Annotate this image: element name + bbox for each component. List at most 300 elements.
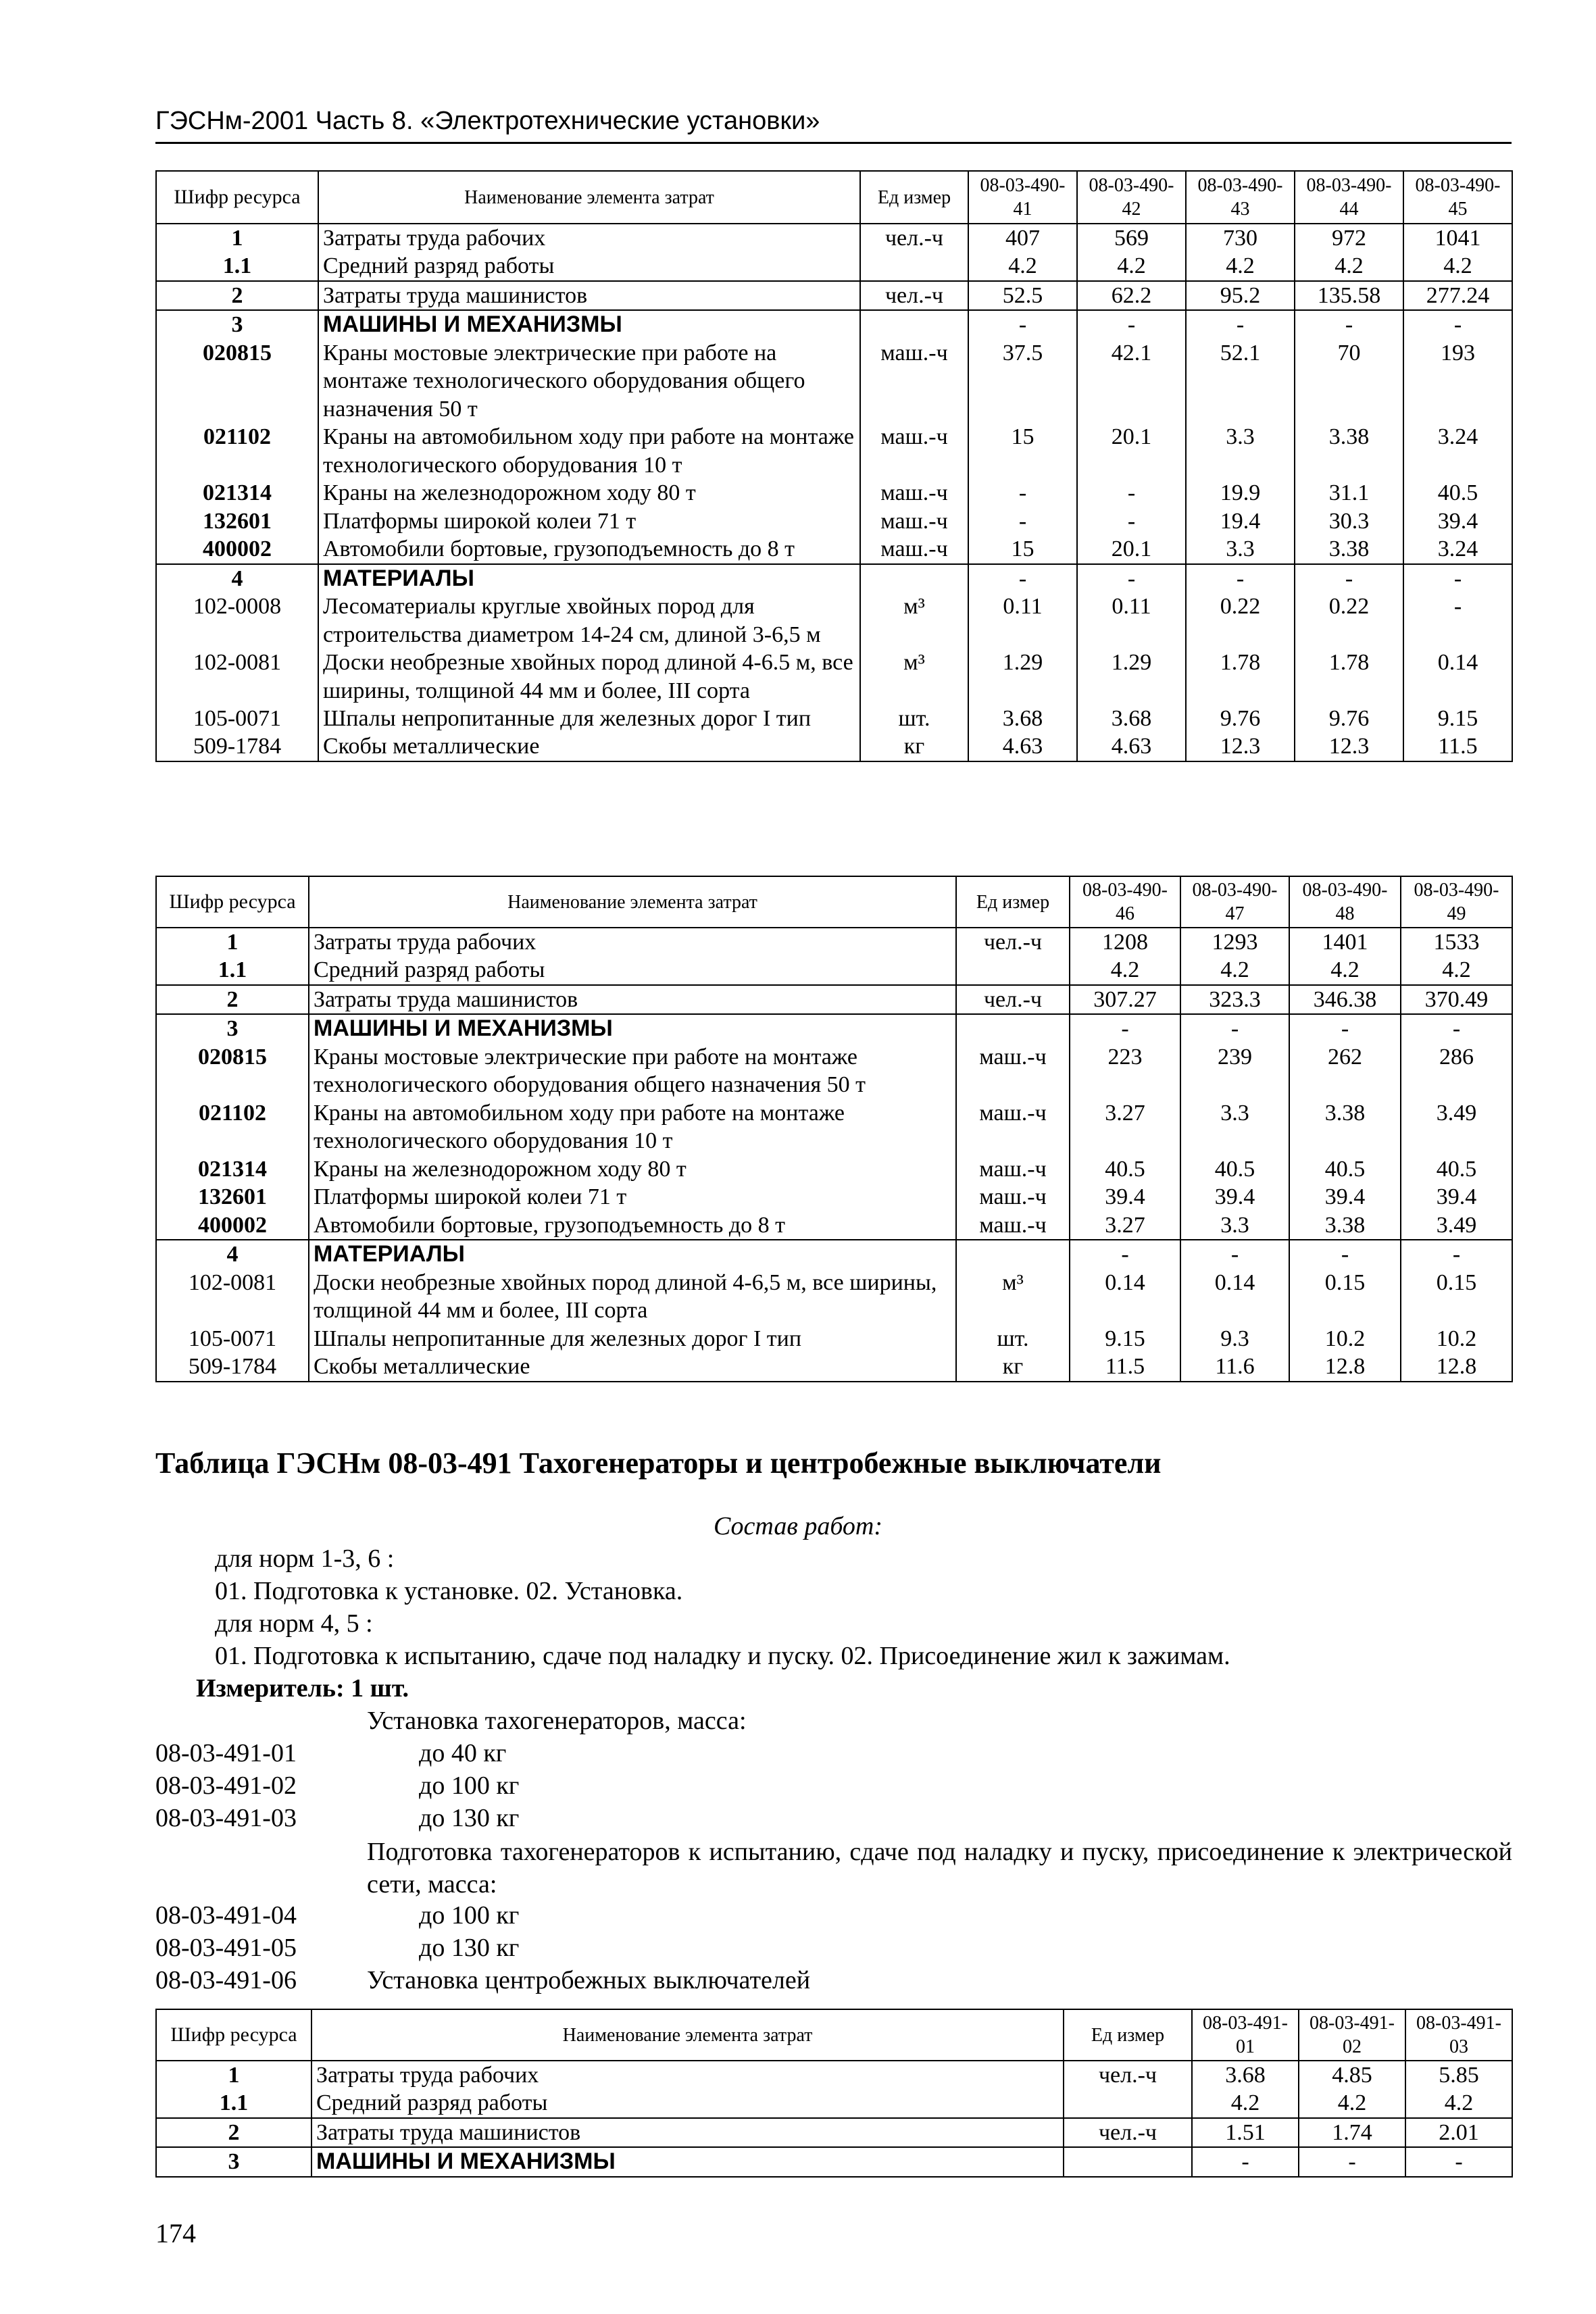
resource-value: 10.2 xyxy=(1289,1325,1401,1353)
resource-value: 4.2 xyxy=(1070,956,1180,984)
resource-value: 12.3 xyxy=(1186,732,1295,761)
resource-row xyxy=(156,1325,1512,1353)
section-title: Таблица ГЭСНм 08-03-491 Тахогенераторы и центробежные выключатели xyxy=(155,1447,1162,1480)
resource-name: Средний разряд работы xyxy=(311,2089,1064,2117)
resource-value: 407 xyxy=(968,224,1077,252)
col-header-norm: 08-03-490-44 xyxy=(1295,171,1403,224)
resource-unit: маш.-ч xyxy=(860,423,968,479)
resource-value: 3.27 xyxy=(1070,1099,1180,1155)
resource-value: 12.8 xyxy=(1401,1353,1512,1381)
resource-row xyxy=(156,423,1512,479)
resource-name: Краны на железнодорожном ходу 80 т xyxy=(318,479,860,507)
resource-value: 39.4 xyxy=(1289,1183,1401,1211)
resource-value: - xyxy=(1077,564,1186,593)
running-header: ГЭСНм-2001 Часть 8. «Электротехнические установки» xyxy=(155,107,820,135)
norm-desc: до 100 кг xyxy=(419,1901,520,1930)
resource-code: 1 xyxy=(156,224,318,252)
resource-unit: кг xyxy=(956,1353,1070,1381)
resource-value: 11.5 xyxy=(1070,1353,1180,1381)
resource-value: 0.11 xyxy=(1077,593,1186,649)
resource-name: Затраты труда машинистов xyxy=(309,985,956,1014)
resource-value: - xyxy=(968,479,1077,507)
resource-value: 5.85 xyxy=(1405,2061,1512,2089)
resource-name: МАТЕРИАЛЫ xyxy=(309,1240,956,1268)
resource-unit: маш.-ч xyxy=(956,1183,1070,1211)
resource-value: 346.38 xyxy=(1289,985,1401,1014)
resource-value: - xyxy=(1077,507,1186,535)
resource-value: 4.2 xyxy=(1289,956,1401,984)
resource-value: 19.9 xyxy=(1186,479,1295,507)
resource-value: 4.63 xyxy=(1077,732,1186,761)
resource-code: 2 xyxy=(156,281,318,310)
col-header-norm: 08-03-490-46 xyxy=(1070,876,1180,928)
resource-value: 0.15 xyxy=(1289,1269,1401,1325)
resource-value: 1.78 xyxy=(1295,649,1403,705)
resource-value: 3.68 xyxy=(968,705,1077,732)
resource-value: 0.11 xyxy=(968,593,1077,649)
resource-value: 3.38 xyxy=(1295,535,1403,563)
resource-value: 31.1 xyxy=(1295,479,1403,507)
resource-value: 1.78 xyxy=(1186,649,1295,705)
resource-unit xyxy=(860,310,968,338)
resource-name: МАШИНЫ И МЕХАНИЗМЫ xyxy=(311,2147,1064,2176)
col-header-name: Наименование элемента затрат xyxy=(309,876,956,928)
resource-name: Скобы металлические xyxy=(318,732,860,761)
works-2: 01. Подготовка к испытанию, сдаче под наладку и пуску. 02. Присоединение жил к зажимам. xyxy=(215,1642,1230,1670)
resource-row xyxy=(156,956,1512,984)
resource-value: 1293 xyxy=(1180,928,1289,956)
resource-value: 9.15 xyxy=(1070,1325,1180,1353)
resource-value: 0.14 xyxy=(1070,1269,1180,1325)
resource-value: 39.4 xyxy=(1401,1183,1512,1211)
resource-value: 15 xyxy=(968,423,1077,479)
resource-unit: кг xyxy=(860,732,968,761)
resource-name: Средний разряд работы xyxy=(318,252,860,280)
resource-code: 4 xyxy=(156,1240,309,1268)
resource-code: 1 xyxy=(156,928,309,956)
resource-code: 2 xyxy=(156,985,309,1014)
resource-value: 4.2 xyxy=(1299,2089,1405,2117)
resource-table-491-01-03 xyxy=(155,2009,1513,2178)
resource-value: 40.5 xyxy=(1401,1155,1512,1183)
resource-value: 1.74 xyxy=(1299,2118,1405,2147)
resource-value: 223 xyxy=(1070,1043,1180,1099)
resource-value: 3.24 xyxy=(1403,423,1512,479)
resource-value: 0.15 xyxy=(1401,1269,1512,1325)
resource-value: 19.4 xyxy=(1186,507,1295,535)
col-header-name: Наименование элемента затрат xyxy=(311,2009,1064,2061)
resource-row xyxy=(156,281,1512,310)
resource-value: 12.3 xyxy=(1295,732,1403,761)
resource-value: - xyxy=(1192,2147,1299,2176)
composition-title: Состав работ: xyxy=(713,1512,883,1540)
col-header-norm: 08-03-491-03 xyxy=(1405,2009,1512,2061)
resource-value: 277.24 xyxy=(1403,281,1512,310)
resource-value: 62.2 xyxy=(1077,281,1186,310)
resource-code: 105-0071 xyxy=(156,1325,309,1353)
resource-name: Краны на автомобильном ходу при работе на монтаже технологического оборудования 10 т xyxy=(309,1099,956,1155)
resource-unit: м³ xyxy=(860,593,968,649)
resource-row xyxy=(156,1353,1512,1381)
resource-value: 40.5 xyxy=(1070,1155,1180,1183)
resource-value: - xyxy=(1070,1014,1180,1042)
resource-value: 1.29 xyxy=(1077,649,1186,705)
resource-unit: чел.-ч xyxy=(860,281,968,310)
col-header-norm: 08-03-490-49 xyxy=(1401,876,1512,928)
resource-name: Автомобили бортовые, грузоподъемность до 8 т xyxy=(318,535,860,563)
resource-code: 2 xyxy=(156,2118,311,2147)
meter-line xyxy=(196,1674,409,1703)
col-header-code: Шифр ресурса xyxy=(156,2009,311,2061)
col-header-unit: Ед измер xyxy=(956,876,1070,928)
resource-unit: маш.-ч xyxy=(956,1099,1070,1155)
resource-code: 3 xyxy=(156,310,318,338)
resource-unit xyxy=(1064,2147,1192,2176)
resource-name: МАШИНЫ И МЕХАНИЗМЫ xyxy=(318,310,860,338)
resource-row xyxy=(156,2147,1512,2176)
resource-value: 2.01 xyxy=(1405,2118,1512,2147)
col-header-code: Шифр ресурса xyxy=(156,171,318,224)
col-header-norm: 08-03-490-48 xyxy=(1289,876,1401,928)
resource-unit: чел.-ч xyxy=(860,224,968,252)
resource-row xyxy=(156,479,1512,507)
resource-value: - xyxy=(1186,564,1295,593)
resource-table-490-41-45 xyxy=(155,170,1513,762)
resource-unit: шт. xyxy=(860,705,968,732)
resource-name: Краны на железнодорожном ходу 80 т xyxy=(309,1155,956,1183)
resource-unit: маш.-ч xyxy=(956,1155,1070,1183)
resource-value: 15 xyxy=(968,535,1077,563)
norms-group-1-label: для норм 1-3, 6 : xyxy=(215,1544,395,1573)
resource-unit: маш.-ч xyxy=(860,507,968,535)
resource-value: - xyxy=(968,564,1077,593)
resource-value: 4.63 xyxy=(968,732,1077,761)
resource-code: 021102 xyxy=(156,1099,309,1155)
col-header-norm: 08-03-490-41 xyxy=(968,171,1077,224)
resource-value: 4.2 xyxy=(1192,2089,1299,2117)
resource-name: Средний разряд работы xyxy=(309,956,956,984)
resource-value: - xyxy=(1403,564,1512,593)
resource-row xyxy=(156,985,1512,1014)
resource-row xyxy=(156,1240,1512,1268)
resource-name: Доски необрезные хвойных пород длиной 4-6,5 м, все ширины, толщиной 44 мм и более, III сорта xyxy=(309,1269,956,1325)
resource-value: 3.27 xyxy=(1070,1211,1180,1240)
resource-code: 021314 xyxy=(156,479,318,507)
resource-unit: шт. xyxy=(956,1325,1070,1353)
resource-row xyxy=(156,593,1512,649)
resource-value: - xyxy=(1070,1240,1180,1268)
resource-code: 4 xyxy=(156,564,318,593)
resource-value: 52.5 xyxy=(968,281,1077,310)
resource-code: 509-1784 xyxy=(156,732,318,761)
resource-code: 102-0008 xyxy=(156,593,318,649)
resource-row xyxy=(156,732,1512,761)
resource-value: - xyxy=(1401,1240,1512,1268)
resource-value: 193 xyxy=(1403,339,1512,423)
resource-row xyxy=(156,252,1512,280)
resource-code: 3 xyxy=(156,2147,311,2176)
resource-value: - xyxy=(1401,1014,1512,1042)
resource-name: Затраты труда рабочих xyxy=(318,224,860,252)
resource-value: 0.22 xyxy=(1295,593,1403,649)
resource-value: 3.3 xyxy=(1180,1099,1289,1155)
resource-value: - xyxy=(1299,2147,1405,2176)
resource-value: 1.51 xyxy=(1192,2118,1299,2147)
resource-value: 39.4 xyxy=(1180,1183,1289,1211)
resource-value: 135.58 xyxy=(1295,281,1403,310)
resource-value: 262 xyxy=(1289,1043,1401,1099)
resource-value: 3.68 xyxy=(1077,705,1186,732)
resource-value: 9.76 xyxy=(1186,705,1295,732)
resource-value: - xyxy=(1077,310,1186,338)
resource-value: - xyxy=(1180,1014,1289,1042)
resource-row xyxy=(156,705,1512,732)
norm-code: 08-03-491-06 xyxy=(155,1966,297,1994)
resource-name: Затраты труда машинистов xyxy=(318,281,860,310)
resource-unit: маш.-ч xyxy=(860,479,968,507)
resource-value: 11.6 xyxy=(1180,1353,1289,1381)
resource-name: Затраты труда рабочих xyxy=(311,2061,1064,2089)
col-header-code: Шифр ресурса xyxy=(156,876,309,928)
resource-name: Затраты труда машинистов xyxy=(311,2118,1064,2147)
resource-row xyxy=(156,1043,1512,1099)
resource-unit: маш.-ч xyxy=(956,1043,1070,1099)
norm-desc: до 100 кг xyxy=(419,1771,520,1800)
col-header-norm: 08-03-490-42 xyxy=(1077,171,1186,224)
resource-code: 132601 xyxy=(156,507,318,535)
resource-row xyxy=(156,1269,1512,1325)
resource-row xyxy=(156,1211,1512,1240)
resource-unit: маш.-ч xyxy=(956,1211,1070,1240)
group-2-title: Подготовка тахогенераторов к испытанию, сдаче под наладку и пуску, присоединение к электрической сети, масса: xyxy=(367,1838,1512,1898)
resource-value: 9.15 xyxy=(1403,705,1512,732)
resource-value: 972 xyxy=(1295,224,1403,252)
resource-value: - xyxy=(1289,1240,1401,1268)
resource-value: 4.2 xyxy=(1180,956,1289,984)
resource-row xyxy=(156,2089,1512,2117)
resource-value: 730 xyxy=(1186,224,1295,252)
resource-code: 020815 xyxy=(156,1043,309,1099)
resource-value: 286 xyxy=(1401,1043,1512,1099)
resource-row xyxy=(156,535,1512,563)
resource-value: 239 xyxy=(1180,1043,1289,1099)
resource-code: 400002 xyxy=(156,535,318,563)
resource-value: 95.2 xyxy=(1186,281,1295,310)
resource-name: Шпалы непропитанные для железных дорог I тип xyxy=(309,1325,956,1353)
resource-value: 20.1 xyxy=(1077,535,1186,563)
resource-name: Краны на автомобильном ходу при работе на монтаже технологического оборудования 10 т xyxy=(318,423,860,479)
resource-value: 70 xyxy=(1295,339,1403,423)
resource-code: 1 xyxy=(156,2061,311,2089)
resource-value: 3.68 xyxy=(1192,2061,1299,2089)
resource-code: 1.1 xyxy=(156,956,309,984)
norm-code: 08-03-491-01 xyxy=(155,1739,297,1767)
resource-unit: чел.-ч xyxy=(1064,2061,1192,2089)
resource-value: 1208 xyxy=(1070,928,1180,956)
resource-value: 3.38 xyxy=(1289,1211,1401,1240)
resource-row xyxy=(156,1155,1512,1183)
resource-value: 4.2 xyxy=(1077,252,1186,280)
resource-row xyxy=(156,1099,1512,1155)
col-header-norm: 08-03-491-01 xyxy=(1192,2009,1299,2061)
resource-unit xyxy=(956,1014,1070,1042)
norm-code: 08-03-491-03 xyxy=(155,1804,297,1832)
resource-value: 4.2 xyxy=(968,252,1077,280)
resource-value: 3.3 xyxy=(1186,423,1295,479)
resource-value: - xyxy=(1295,310,1403,338)
resource-code: 021102 xyxy=(156,423,318,479)
resource-value: 40.5 xyxy=(1289,1155,1401,1183)
resource-value: 1.29 xyxy=(968,649,1077,705)
resource-name: Затраты труда рабочих xyxy=(309,928,956,956)
page-number: 174 xyxy=(155,2218,196,2248)
resource-value: 10.2 xyxy=(1401,1325,1512,1353)
resource-row xyxy=(156,339,1512,423)
resource-row xyxy=(156,310,1512,338)
resource-name: Скобы металлические xyxy=(309,1353,956,1381)
resource-row xyxy=(156,564,1512,593)
col-header-norm: 08-03-491-02 xyxy=(1299,2009,1405,2061)
resource-unit xyxy=(860,252,968,280)
meter-value: 1 шт. xyxy=(351,1674,409,1703)
resource-unit xyxy=(1064,2089,1192,2117)
resource-name: Краны мостовые электрические при работе на монтаже технологического оборудования общего назначения 50 т xyxy=(318,339,860,423)
norm-desc: Установка центробежных выключателей xyxy=(367,1966,811,1994)
norm-code: 08-03-491-02 xyxy=(155,1771,297,1800)
resource-value: 4.2 xyxy=(1401,956,1512,984)
col-header-norm: 08-03-490-45 xyxy=(1403,171,1512,224)
resource-value: 12.8 xyxy=(1289,1353,1401,1381)
resource-value: 3.3 xyxy=(1180,1211,1289,1240)
resource-name: Краны мостовые электрические при работе на монтаже технологического оборудования общего назначения 50 т xyxy=(309,1043,956,1099)
resource-code: 102-0081 xyxy=(156,1269,309,1325)
resource-table-490-46-49 xyxy=(155,876,1513,1382)
resource-value: - xyxy=(968,507,1077,535)
resource-value: 569 xyxy=(1077,224,1186,252)
resource-value: - xyxy=(1405,2147,1512,2176)
resource-code: 105-0071 xyxy=(156,705,318,732)
resource-row xyxy=(156,507,1512,535)
resource-value: - xyxy=(1403,310,1512,338)
norm-code: 08-03-491-04 xyxy=(155,1901,297,1930)
resource-unit: чел.-ч xyxy=(956,985,1070,1014)
resource-row xyxy=(156,2118,1512,2147)
resource-value: 3.49 xyxy=(1401,1211,1512,1240)
resource-unit: чел.-ч xyxy=(956,928,1070,956)
resource-value: - xyxy=(1180,1240,1289,1268)
resource-code: 1.1 xyxy=(156,2089,311,2117)
resource-unit xyxy=(956,1240,1070,1268)
norm-desc: до 40 кг xyxy=(419,1739,507,1767)
resource-name: Доски необрезные хвойных пород длиной 4-6.5 м, все ширины, толщиной 44 мм и более, III сорта xyxy=(318,649,860,705)
resource-value: 4.85 xyxy=(1299,2061,1405,2089)
norm-desc: до 130 кг xyxy=(419,1804,520,1832)
resource-name: МАТЕРИАЛЫ xyxy=(318,564,860,593)
col-header-unit: Ед измер xyxy=(1064,2009,1192,2061)
resource-value: 3.38 xyxy=(1295,423,1403,479)
col-header-norm: 08-03-490-47 xyxy=(1180,876,1289,928)
resource-row xyxy=(156,2061,1512,2089)
resource-value: 39.4 xyxy=(1403,507,1512,535)
resource-value: 3.3 xyxy=(1186,535,1295,563)
resource-row xyxy=(156,649,1512,705)
col-header-name: Наименование элемента затрат xyxy=(318,171,860,224)
resource-value: 4.2 xyxy=(1405,2089,1512,2117)
group-1-title: Установка тахогенераторов, масса: xyxy=(367,1707,747,1735)
resource-code: 400002 xyxy=(156,1211,309,1240)
resource-row xyxy=(156,928,1512,956)
resource-unit: маш.-ч xyxy=(860,339,968,423)
resource-unit xyxy=(860,564,968,593)
resource-value: 40.5 xyxy=(1180,1155,1289,1183)
resource-unit: чел.-ч xyxy=(1064,2118,1192,2147)
resource-value: - xyxy=(1295,564,1403,593)
resource-value: 4.2 xyxy=(1295,252,1403,280)
resource-value: 1041 xyxy=(1403,224,1512,252)
resource-value: 39.4 xyxy=(1070,1183,1180,1211)
resource-value: - xyxy=(1403,593,1512,649)
header-rule xyxy=(155,142,1512,144)
resource-name: Платформы широкой колеи 71 т xyxy=(318,507,860,535)
works-1: 01. Подготовка к установке. 02. Установка. xyxy=(215,1577,683,1605)
resource-code: 3 xyxy=(156,1014,309,1042)
resource-value: 3.49 xyxy=(1401,1099,1512,1155)
resource-value: 1533 xyxy=(1401,928,1512,956)
resource-value: - xyxy=(1186,310,1295,338)
resource-value: 4.2 xyxy=(1186,252,1295,280)
resource-value: 42.1 xyxy=(1077,339,1186,423)
norms-group-2-label: для норм 4, 5 : xyxy=(215,1609,373,1638)
resource-code: 020815 xyxy=(156,339,318,423)
resource-name: Автомобили бортовые, грузоподъемность до 8 т xyxy=(309,1211,956,1240)
resource-value: 9.76 xyxy=(1295,705,1403,732)
resource-row xyxy=(156,224,1512,252)
resource-value: 20.1 xyxy=(1077,423,1186,479)
resource-code: 509-1784 xyxy=(156,1353,309,1381)
resource-row xyxy=(156,1183,1512,1211)
resource-name: Шпалы непропитанные для железных дорог I тип xyxy=(318,705,860,732)
resource-name: МАШИНЫ И МЕХАНИЗМЫ xyxy=(309,1014,956,1042)
resource-value: 0.14 xyxy=(1403,649,1512,705)
resource-code: 1.1 xyxy=(156,252,318,280)
resource-value: 52.1 xyxy=(1186,339,1295,423)
resource-row xyxy=(156,1014,1512,1042)
resource-value: - xyxy=(1289,1014,1401,1042)
resource-code: 102-0081 xyxy=(156,649,318,705)
resource-value: 40.5 xyxy=(1403,479,1512,507)
resource-value: 0.14 xyxy=(1180,1269,1289,1325)
resource-unit: м³ xyxy=(956,1269,1070,1325)
resource-unit: маш.-ч xyxy=(860,535,968,563)
resource-code: 021314 xyxy=(156,1155,309,1183)
resource-value: 3.24 xyxy=(1403,535,1512,563)
resource-value: 4.2 xyxy=(1403,252,1512,280)
resource-name: Платформы широкой колеи 71 т xyxy=(309,1183,956,1211)
resource-code: 132601 xyxy=(156,1183,309,1211)
resource-name: Лесоматериалы круглые хвойных пород для строительства диаметром 14-24 см, длиной 3-6,5 м xyxy=(318,593,860,649)
resource-unit: м³ xyxy=(860,649,968,705)
resource-value: 9.3 xyxy=(1180,1325,1289,1353)
resource-unit xyxy=(956,956,1070,984)
resource-value: 0.22 xyxy=(1186,593,1295,649)
resource-value: 307.27 xyxy=(1070,985,1180,1014)
col-header-norm: 08-03-490-43 xyxy=(1186,171,1295,224)
norm-desc: до 130 кг xyxy=(419,1934,520,1962)
resource-value: 370.49 xyxy=(1401,985,1512,1014)
resource-value: 323.3 xyxy=(1180,985,1289,1014)
norm-code: 08-03-491-05 xyxy=(155,1934,297,1962)
resource-value: - xyxy=(1077,479,1186,507)
